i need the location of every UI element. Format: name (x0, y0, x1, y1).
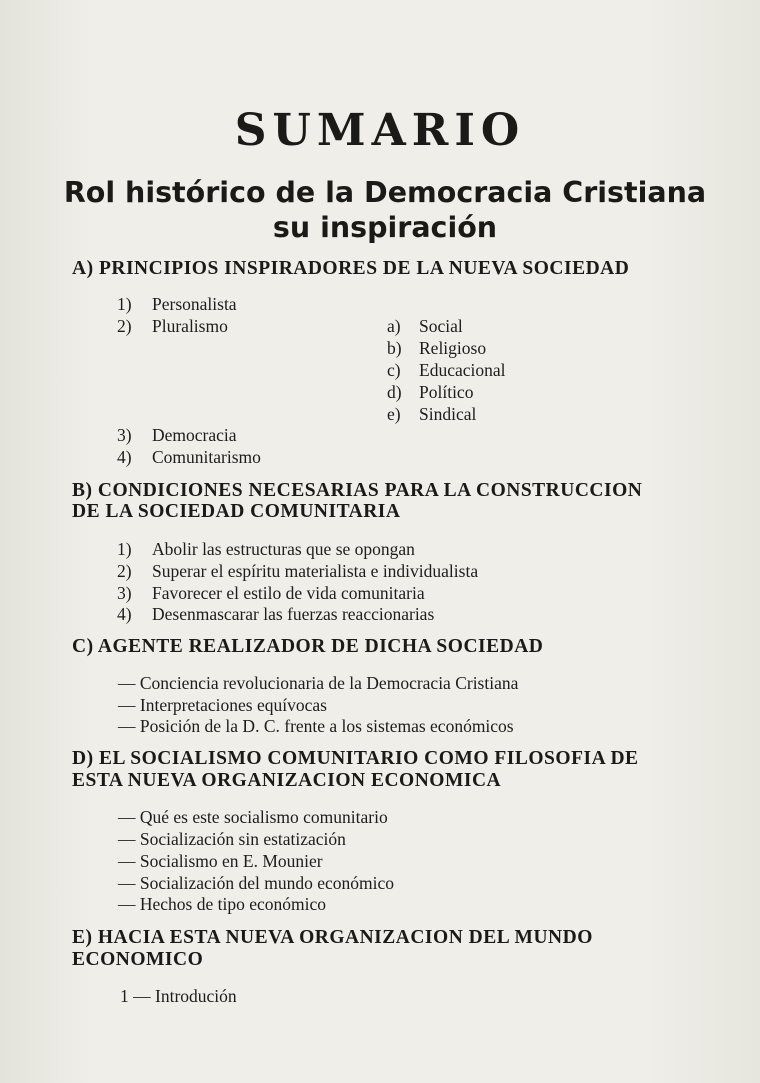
sublist-item (387, 404, 476, 425)
list-item: — Qué es este socialismo comunitario (118, 807, 388, 827)
item-number: 2) (117, 316, 132, 336)
section-b-heading-line-2: DE LA SOCIEDAD COMUNITARIA (72, 501, 401, 522)
sublist-item (387, 360, 505, 381)
list-item: — Socialización sin estatización (118, 829, 346, 849)
item-number: 3) (117, 425, 132, 445)
item-text: Comunitarismo (152, 447, 261, 467)
list-item (117, 447, 261, 468)
sublist-item (387, 382, 473, 403)
item-text: Desenmascarar las fuerzas reaccionarias (152, 604, 435, 624)
item-text: Abolir las estructuras que se opongan (152, 539, 415, 559)
item-text: Personalista (152, 294, 237, 314)
item-text: Educacional (419, 360, 506, 380)
list-item (117, 425, 237, 446)
section-b-heading-line-1: B) CONDICIONES NECESARIAS PARA LA CONSTRUCCION (72, 480, 643, 501)
item-text: Sindical (419, 404, 477, 424)
item-text: Favorecer el estilo de vida comunitaria (152, 583, 425, 603)
list-item (117, 583, 425, 604)
item-letter: c) (387, 360, 401, 380)
list-item: — Interpretaciones equívocas (118, 695, 327, 715)
item-number: 3) (117, 583, 132, 603)
section-d-heading-line-1: D) EL SOCIALISMO COMUNITARIO COMO FILOSOFIA DE (72, 748, 639, 769)
list-item: — Posición de la D. C. frente a los sistemas económicos (118, 716, 514, 736)
section-e-heading-line-2: ECONOMICO (72, 949, 204, 970)
document-subtitle-line-1: Rol histórico de la Democracia Cristiana (63, 176, 707, 209)
list-item (117, 316, 228, 337)
list-item (117, 561, 478, 582)
section-c-heading: C) AGENTE REALIZADOR DE DICHA SOCIEDAD (72, 636, 544, 657)
list-item (117, 604, 434, 625)
item-letter: e) (387, 404, 401, 424)
document-subtitle-line-2: su inspiración (272, 211, 498, 244)
page-title: SUMARIO (234, 105, 526, 156)
list-item (117, 539, 415, 560)
sublist-item (387, 338, 486, 359)
item-text: Religioso (419, 338, 487, 358)
list-item (117, 294, 237, 315)
item-number: 1) (117, 294, 132, 314)
list-item: 1 — Introdución (120, 986, 237, 1006)
list-item: — Hechos de tipo económico (118, 894, 327, 914)
section-d-heading-line-2: ESTA NUEVA ORGANIZACION ECONOMICA (72, 770, 502, 791)
item-number: 4) (117, 604, 132, 624)
item-text: Democracia (152, 425, 237, 445)
item-letter: d) (387, 382, 402, 402)
list-item: — Socialismo en E. Mounier (118, 851, 323, 871)
sublist-item (387, 316, 463, 337)
section-e-heading-line-1: E) HACIA ESTA NUEVA ORGANIZACION DEL MUNDO (72, 927, 593, 948)
item-number: 1) (117, 539, 132, 559)
item-text: Superar el espíritu materialista e individualista (152, 561, 479, 581)
item-text: Pluralismo (152, 316, 228, 336)
section-a-heading: A) PRINCIPIOS INSPIRADORES DE LA NUEVA SOCIEDAD (72, 258, 630, 279)
item-letter: a) (387, 316, 401, 336)
list-item: — Socialización del mundo económico (118, 873, 395, 893)
item-text: Social (419, 316, 463, 336)
list-item: — Conciencia revolucionaria de la Democracia Cristiana (118, 673, 519, 693)
item-letter: b) (387, 338, 402, 358)
item-text: Político (419, 382, 474, 402)
item-number: 2) (117, 561, 132, 581)
item-number: 4) (117, 447, 132, 467)
